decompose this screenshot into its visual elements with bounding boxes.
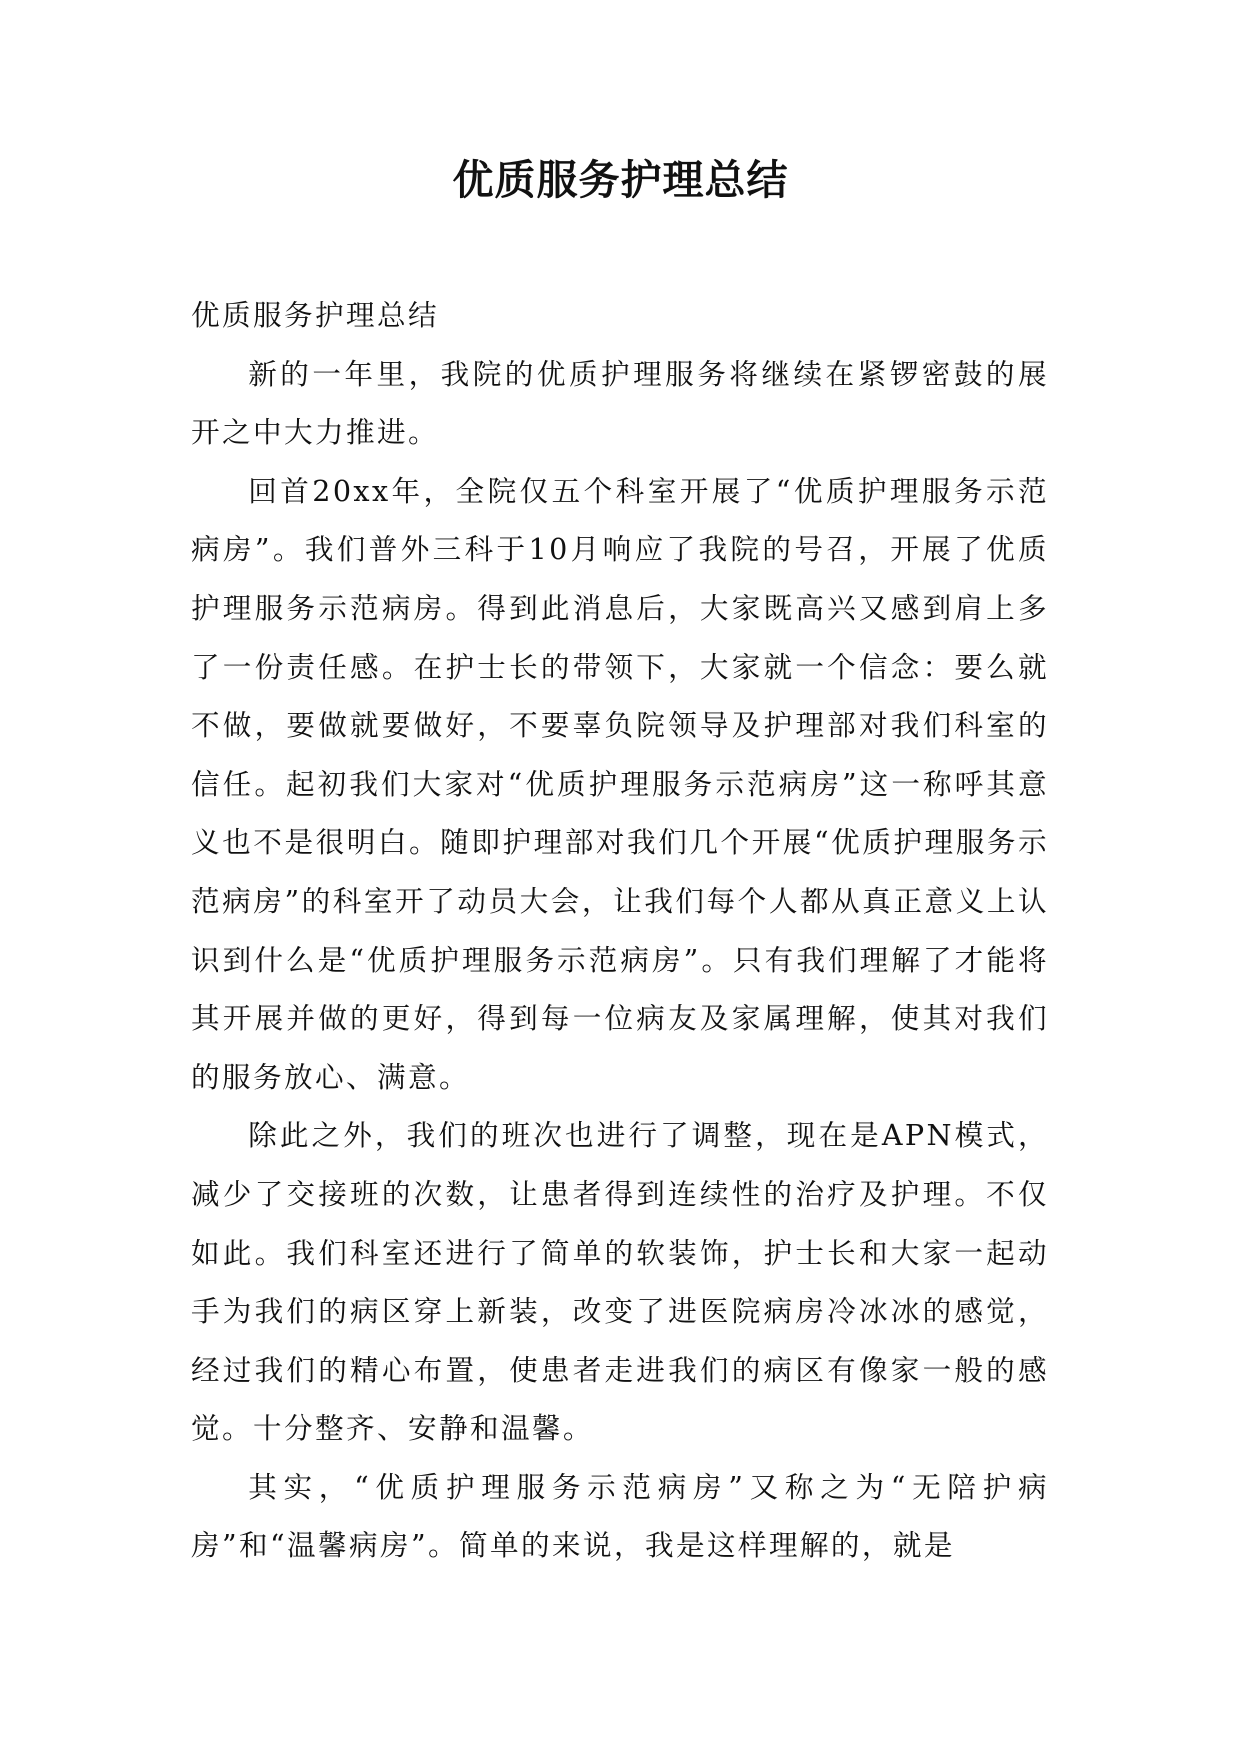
paragraph-4: 其实，“优质护理服务示范病房”又称之为“无陪护病房”和“温馨病房”。简单的来说，我是这样理解的，就是 [191,1469,1049,1563]
paragraph-1: 新的一年里，我院的优质护理服务将继续在紧锣密鼓的展开之中大力推进。 [191,356,1049,450]
document-body [191,286,1049,1575]
paragraph-2: 回首20xx年，全院仅五个科室开展了“优质护理服务示范病房”。我们普外三科于10月响应了我院的号召，开展了优质护理服务示范病房。得到此消息后，大家既高兴又感到肩上多了一份责任感。在护士长的带领下，大家就一个信念：要么就不做，要做就要做好，不要辜负院领导及护理部对我们科室的信任。起初我们大家对“优质护理服务示范病房”这一称呼其意义也不是很明白。随即护理部对我们几个开展“优质护理服务示范病房”的科室开了动员大会，让我们每个人都从真正意义上认识到什么是“优质护理服务示范病房”。只有我们理解了才能将其开展并做的更好，得到每一位病友及家属理解，使其对我们的服务放心、满意。 [191,473,1049,1094]
document-subtitle: 优质服务护理总结 [191,298,439,332]
paragraph-3: 除此之外，我们的班次也进行了调整，现在是APN模式，减少了交接班的次数，让患者得到连续性的治疗及护理。不仅如此。我们科室还进行了简单的软装饰，护士长和大家一起动手为我们的病区穿上新装，改变了进医院病房冷冰冰的感觉，经过我们的精心布置，使患者走进我们的病区有像家一般的感觉。十分整齐、安静和温馨。 [191,1118,1049,1446]
document-title: 优质服务护理总结 [452,156,789,204]
